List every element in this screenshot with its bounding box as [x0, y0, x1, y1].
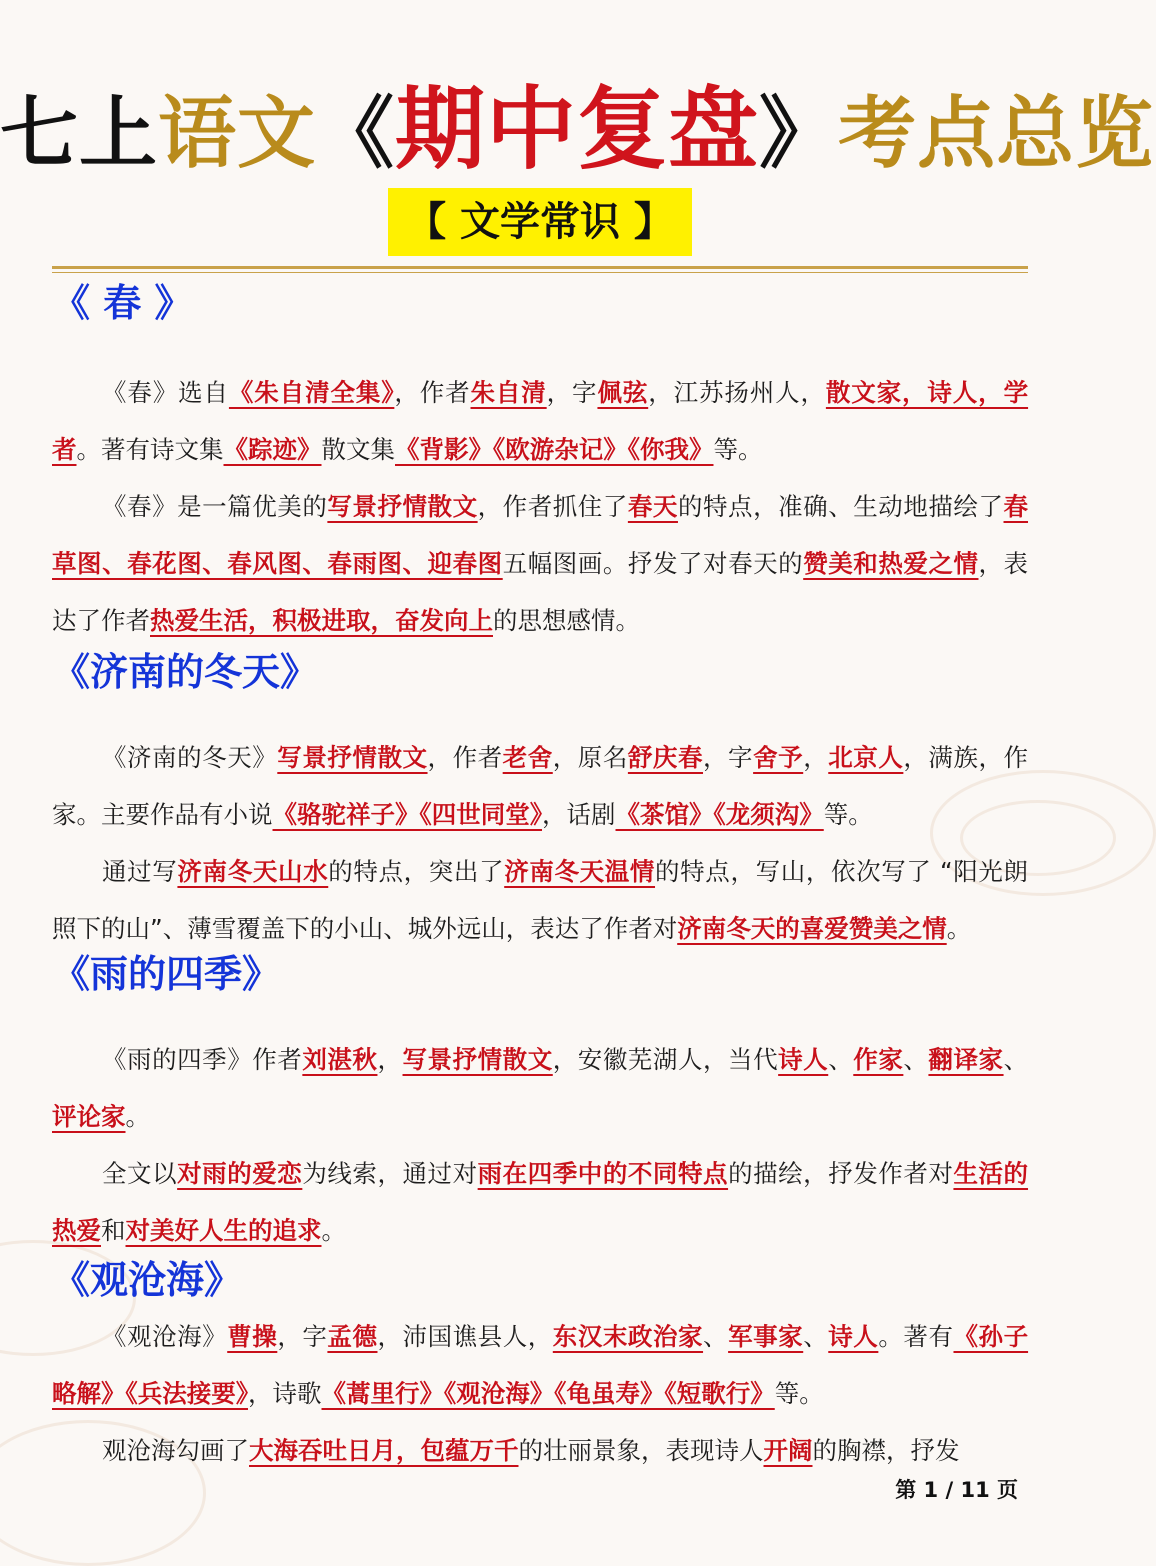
keyword: 大海吞吐日月，包蕴万千: [249, 1436, 519, 1465]
text-run: 《雨的四季》作者: [102, 1045, 303, 1074]
text-run: ，字: [546, 378, 598, 407]
text-run: 、: [828, 1045, 854, 1074]
keyword: 东汉末政治家: [552, 1322, 704, 1351]
keyword: 散文家，诗人，学者: [52, 378, 1029, 464]
paragraph: [52, 364, 1028, 478]
paragraph: [52, 1308, 1028, 1422]
title-main: 期中复盘: [395, 77, 760, 182]
text-run: 全文以: [102, 1159, 178, 1188]
text-run: 的胸襟，抒发: [812, 1436, 960, 1465]
text-run: 。著有: [878, 1322, 954, 1351]
text-run: 。: [321, 1216, 346, 1245]
text-run: 《观沧海》: [102, 1322, 228, 1351]
keyword: 《踪迹》: [223, 435, 322, 464]
divider-line: [52, 266, 1028, 269]
paragraph: [52, 843, 1028, 957]
text-run: ，表达了作者: [52, 549, 1029, 635]
text-run: 、: [703, 1322, 729, 1351]
keyword: 济南冬天的喜爱赞美之情: [677, 914, 947, 943]
paragraph: [52, 1145, 1028, 1259]
keyword: 《孙子略解》《兵法接要》: [52, 1322, 1029, 1408]
keyword: 朱自清: [470, 378, 547, 407]
subtitle-container: [0, 188, 1080, 256]
text-run: 五幅图画。抒发了对春天的: [502, 549, 804, 578]
text-run: 。: [125, 1102, 150, 1131]
text-run: ，江苏扬州人，: [648, 378, 826, 407]
text-run: ，作者: [394, 378, 471, 407]
section-heading: 《观沧海》: [52, 1258, 243, 1302]
text-run: 的特点，突出了: [328, 857, 505, 886]
text-run: ，字: [703, 743, 754, 772]
page-number: 第 1 / 11 页: [895, 1478, 1018, 1502]
paragraph: [52, 729, 1028, 843]
keyword: 诗人: [778, 1045, 829, 1074]
text-run: ，话剧: [542, 800, 616, 829]
text-run: 为线索，通过对: [302, 1159, 478, 1188]
text-run: 《济南的冬天》: [102, 743, 278, 772]
section-heading: 《济南的冬天》: [52, 650, 319, 694]
text-run: 散文集: [321, 435, 395, 464]
keyword: 舒庆春: [627, 743, 704, 772]
title-overview: 考点总览: [838, 89, 1155, 179]
text-run: 等。: [823, 800, 873, 829]
section-heading: 《 春 》: [52, 281, 193, 325]
keyword: 《茶馆》《龙须沟》: [615, 800, 824, 829]
keyword: 春天: [627, 492, 678, 521]
text-run: 和: [101, 1216, 126, 1245]
keyword: 军事家: [728, 1322, 804, 1351]
keyword: 评论家: [52, 1102, 126, 1131]
section-rain-seasons: [52, 946, 1028, 1259]
text-run: ，: [803, 743, 829, 772]
title-grade: 七上: [0, 89, 159, 179]
keyword: 诗人: [828, 1322, 879, 1351]
text-run: 通过写: [102, 857, 178, 886]
keyword: 写景抒情散文: [327, 492, 478, 521]
text-run: 、: [803, 1322, 829, 1351]
keyword: 佩弦: [597, 378, 649, 407]
keyword: 翻译家: [928, 1045, 1004, 1074]
keyword: 《背影》《欧游杂记》《你我》: [395, 435, 714, 464]
text-run: ，满族，作家。主要作品有小说: [52, 743, 1029, 829]
keyword: 对雨的爱恋: [177, 1159, 303, 1188]
keyword: 《蒿里行》《观沧海》《龟虽寿》《短歌行》: [321, 1379, 775, 1408]
text-run: 《春》选自: [102, 378, 229, 407]
keyword: 舍予: [753, 743, 804, 772]
keyword: 济南冬天山水: [177, 857, 329, 886]
text-run: 的描绘，抒发作者对: [728, 1159, 954, 1188]
text-run: 的思想感情。: [493, 606, 640, 635]
divider-line: [52, 272, 1028, 273]
section-jinan-winter: [52, 644, 1028, 957]
paragraph: [52, 478, 1028, 649]
keyword: 赞美和热爱之情: [803, 549, 979, 578]
keyword: 曹操: [227, 1322, 278, 1351]
keyword: 《朱自清全集》: [228, 378, 395, 407]
keyword: 写景抒情散文: [277, 743, 428, 772]
text-run: 的特点，写山，依次写了 “阳光朗照下的山”、薄雪覆盖下的小山、城外远山，表达了作者对: [52, 857, 1029, 943]
text-run: 的壮丽景象，表现诗人: [518, 1436, 764, 1465]
keyword: 热爱生活，积极进取，奋发向上: [150, 606, 493, 635]
section-chun: [52, 275, 1028, 649]
text-run: 观沧海勾画了: [102, 1436, 249, 1465]
page-title: [0, 77, 1155, 184]
text-run: ，字: [277, 1322, 328, 1351]
text-run: 。著有诗文集: [76, 435, 224, 464]
keyword: 生活的热爱: [52, 1159, 1029, 1245]
paragraph: [52, 1031, 1028, 1145]
keyword: 开阔: [763, 1436, 813, 1465]
keyword: 春草图、春花图、春风图、春雨图、迎春图: [52, 492, 1029, 578]
text-run: 、: [903, 1045, 929, 1074]
section-guan-canghai: [52, 1252, 1028, 1479]
text-run: ，作者: [427, 743, 503, 772]
text-run: ，安徽芜湖人，当代: [552, 1045, 779, 1074]
keyword: 作家: [853, 1045, 904, 1074]
text-run: ，作者抓住了: [477, 492, 628, 521]
keyword: 雨在四季中的不同特点: [477, 1159, 729, 1188]
section-heading: 《雨的四季》: [52, 952, 281, 996]
paragraph: [52, 1422, 1028, 1479]
text-run: ，原名: [552, 743, 628, 772]
title-bracket-open: 《: [316, 89, 396, 179]
text-run: 的特点，准确、生动地描绘了: [677, 492, 1004, 521]
text-run: 等。: [774, 1379, 824, 1408]
keyword: 《骆驼祥子》《四世同堂》: [272, 800, 542, 829]
title-subject: 语文: [158, 89, 317, 179]
keyword: 写景抒情散文: [402, 1045, 553, 1074]
keyword: 孟德: [327, 1322, 378, 1351]
text-run: 、: [1003, 1045, 1029, 1074]
title-bracket-close: 》: [759, 89, 839, 179]
keyword: 刘湛秋: [302, 1045, 378, 1074]
subtitle-badge: 【 文学常识 】: [388, 188, 692, 256]
keyword: 济南冬天温情: [504, 857, 656, 886]
text-run: 《春》是一篇优美的: [102, 492, 328, 521]
keyword: 对美好人生的追求: [125, 1216, 322, 1245]
text-run: ，诗歌: [248, 1379, 322, 1408]
text-run: ，: [377, 1045, 403, 1074]
keyword: 老舍: [502, 743, 553, 772]
keyword: 北京人: [828, 743, 904, 772]
text-run: ，沛国谯县人，: [377, 1322, 553, 1351]
text-run: 。: [946, 914, 972, 943]
text-run: 等。: [713, 435, 763, 464]
